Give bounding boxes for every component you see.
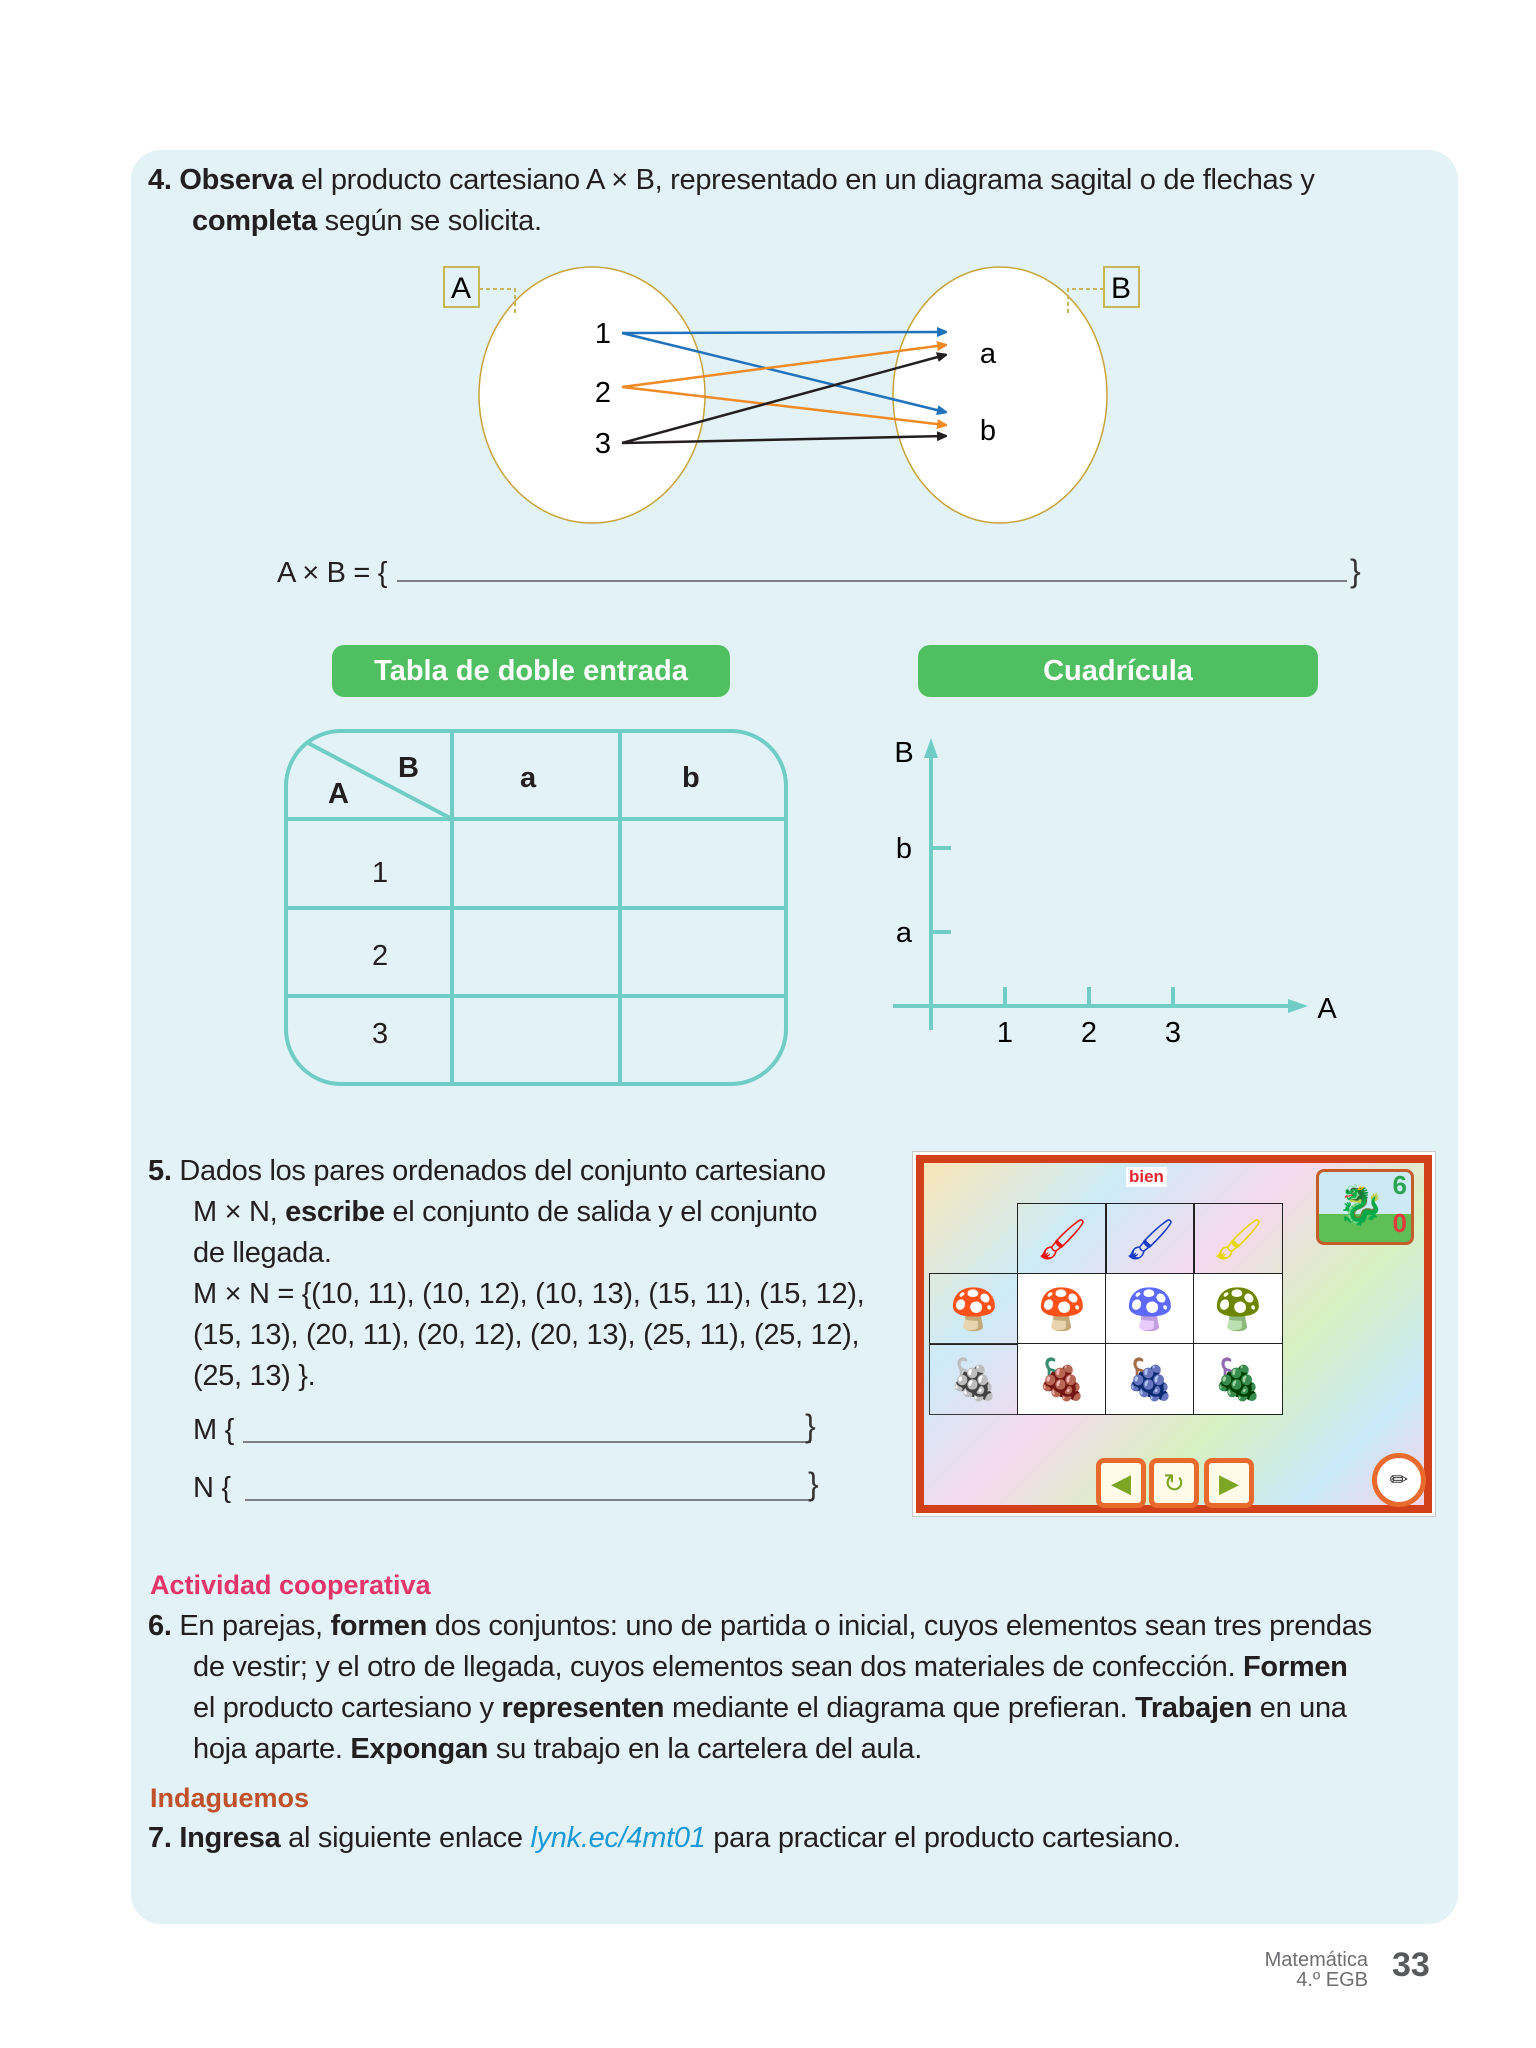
q6-line: de vestir; y el otro de llegada, cuyos elementos sean dos materiales de confección.: [193, 1651, 1244, 1683]
table-cell-3a[interactable]: [456, 1000, 616, 1084]
q5-line: de llegada.: [193, 1237, 332, 1269]
set-a-label: A: [450, 272, 472, 305]
set-a-element: 3: [594, 428, 612, 460]
white-mushroom-icon: 🍄: [929, 1273, 1019, 1345]
q7-text: [148, 1818, 1458, 1859]
dragon-icon: 🐉: [1337, 1185, 1385, 1227]
red-mushroom-icon[interactable]: 🍄: [1017, 1273, 1107, 1345]
q5-pairs-line: (25, 13) }.: [193, 1360, 316, 1392]
q6-bold: Formen: [1243, 1651, 1348, 1683]
q5-pairs-line: (15, 13), (20, 11), (20, 12), (20, 13), (25, 11), (25, 12),: [193, 1319, 860, 1351]
set-a-ellipse: [479, 267, 705, 523]
table-row-header: 2: [372, 940, 389, 972]
q6-text: [148, 1606, 1458, 1770]
table-section-pill: Tabla de doble entrada: [332, 645, 730, 697]
table-cell-2a[interactable]: [456, 912, 616, 996]
next-button[interactable]: [1204, 1458, 1254, 1508]
cooperativa-title: Actividad cooperativa: [150, 1570, 431, 1600]
table-col-header: a: [520, 762, 537, 794]
n-set-answer-field[interactable]: [245, 1499, 813, 1501]
q4-bold-completa: completa: [192, 205, 317, 237]
n-set-label: N {: [193, 1472, 231, 1504]
yellow-paintbrush-icon: 🖌: [1193, 1203, 1283, 1275]
set-a-element: 1: [594, 318, 612, 350]
table-cell-3b[interactable]: [624, 1000, 784, 1084]
pencil-button[interactable]: [1372, 1453, 1426, 1507]
x-axis-label: A: [1317, 993, 1337, 1025]
q4-bold-observa: Observa: [179, 164, 294, 196]
reload-icon: ↻: [1163, 1467, 1185, 1498]
set-b-element: a: [979, 338, 997, 370]
x-tick-label: 3: [1164, 1017, 1182, 1049]
q4-text: [148, 160, 1448, 242]
table-cell-1a[interactable]: [456, 823, 616, 907]
set-b-ellipse: [893, 267, 1107, 523]
q6-line: dos conjuntos: uno de partida o inicial, cuyos elementos sean tres prendas: [427, 1610, 1372, 1642]
m-set-label: M {: [193, 1414, 234, 1446]
m-close-brace: }: [805, 1408, 816, 1444]
q5-line: el conjunto de salida y el conjunto: [384, 1196, 818, 1228]
q5-line: Dados los pares ordenados del conjunto cartesiano: [179, 1155, 826, 1187]
q4-number: 4.: [148, 164, 172, 196]
grid-section-pill: Cuadrícula: [918, 645, 1318, 697]
q5-number: 5.: [148, 1155, 172, 1187]
set-a-element: 2: [594, 377, 612, 409]
yellow-grapes-icon[interactable]: 🍇: [1193, 1343, 1283, 1415]
q5-text: [148, 1151, 888, 1397]
table-row-header: 3: [372, 1018, 389, 1050]
q7-number: 7.: [148, 1822, 172, 1854]
white-grapes-icon: 🍇: [929, 1343, 1019, 1415]
reload-button[interactable]: [1149, 1458, 1199, 1508]
previous-button[interactable]: [1096, 1458, 1146, 1508]
n-close-brace: }: [808, 1466, 819, 1502]
q6-number: 6.: [148, 1610, 172, 1642]
footer-subject-name: Matemática: [1264, 1949, 1368, 1971]
q7-text-post: para practicar el producto cartesiano.: [705, 1822, 1181, 1854]
pencil-icon: ✏: [1389, 1467, 1409, 1492]
set-b-label: B: [1110, 272, 1132, 305]
arrow-1-a: [622, 332, 945, 333]
table-corner-a: A: [328, 778, 349, 810]
x-tick-label: 1: [996, 1017, 1014, 1049]
footer-grade: 4.º EGB: [1296, 1969, 1368, 1991]
indaguemos-title: Indaguemos: [150, 1783, 310, 1813]
red-grapes-icon[interactable]: 🍇: [1017, 1343, 1107, 1415]
q6-line: en una: [1251, 1692, 1347, 1724]
q6-line: hoja aparte.: [193, 1733, 351, 1765]
axb-label: A × B = {: [277, 557, 388, 589]
game-score-box: [1316, 1169, 1414, 1245]
q5-pairs-line: M × N = {(10, 11), (10, 12), (10, 13), (15, 11), (15, 12),: [193, 1278, 865, 1310]
table-corner-b: B: [398, 752, 419, 784]
triangle-left-icon: ◀: [1111, 1467, 1131, 1498]
y-tick-label: b: [895, 833, 913, 865]
q6-line: su trabajo en la cartelera del aula.: [488, 1733, 922, 1765]
q6-line: mediante el diagrama que prefieran.: [664, 1692, 1136, 1724]
blue-mushroom-icon[interactable]: 🍄: [1105, 1273, 1195, 1345]
table-cell-2b[interactable]: [624, 912, 784, 996]
q6-line: el producto cartesiano y: [193, 1692, 502, 1724]
blue-paintbrush-icon: 🖌: [1105, 1203, 1195, 1275]
triangle-right-icon: ▶: [1219, 1467, 1239, 1498]
blue-grapes-icon[interactable]: 🍇: [1105, 1343, 1195, 1415]
table-col-header: b: [682, 762, 700, 794]
practice-link[interactable]: lynk.ec/4mt01: [530, 1822, 706, 1854]
m-set-answer-field[interactable]: [243, 1441, 811, 1443]
y-axis-arrow-icon: [924, 738, 938, 758]
axb-close-brace: }: [1350, 553, 1361, 589]
page-number: 33: [1392, 1946, 1430, 1984]
y-tick-label: a: [895, 917, 913, 949]
q6-bold: Trabajen: [1135, 1692, 1252, 1724]
yellow-mushroom-icon[interactable]: 🍄: [1193, 1273, 1283, 1345]
set-b-element: b: [979, 415, 997, 447]
game-status: bien: [1126, 1167, 1167, 1187]
x-tick-label: 2: [1080, 1017, 1098, 1049]
table-row-header: 1: [372, 857, 389, 889]
game-screenshot: [916, 1155, 1432, 1513]
table-cell-1b[interactable]: [624, 823, 784, 907]
cartesian-grid[interactable]: [880, 720, 1360, 1070]
footer-subject: [1180, 1950, 1368, 1990]
sagittal-diagram: [440, 260, 1160, 530]
score-wrong: 0: [1392, 1208, 1407, 1238]
red-paintbrush-icon: 🖌: [1017, 1203, 1107, 1275]
q4-text-1: el producto cartesiano A × B, representado en un diagrama sagital o de flechas y: [293, 164, 1315, 196]
q4-text-2: según se solicita.: [316, 205, 542, 237]
q6-bold: formen: [330, 1610, 428, 1642]
y-axis-label: B: [894, 737, 914, 769]
q6-bold: Expongan: [350, 1733, 489, 1765]
q6-line: En parejas,: [179, 1610, 331, 1642]
q6-bold: representen: [501, 1692, 665, 1724]
axb-answer-field[interactable]: [397, 580, 1347, 582]
q5-line: M × N,: [193, 1196, 286, 1228]
q5-bold-escribe: escribe: [285, 1196, 385, 1228]
x-axis-arrow-icon: [1288, 999, 1308, 1013]
score-correct: 6: [1392, 1170, 1407, 1200]
q7-bold-ingresa: Ingresa: [179, 1822, 281, 1854]
q7-text-pre: al siguiente enlace: [280, 1822, 531, 1854]
